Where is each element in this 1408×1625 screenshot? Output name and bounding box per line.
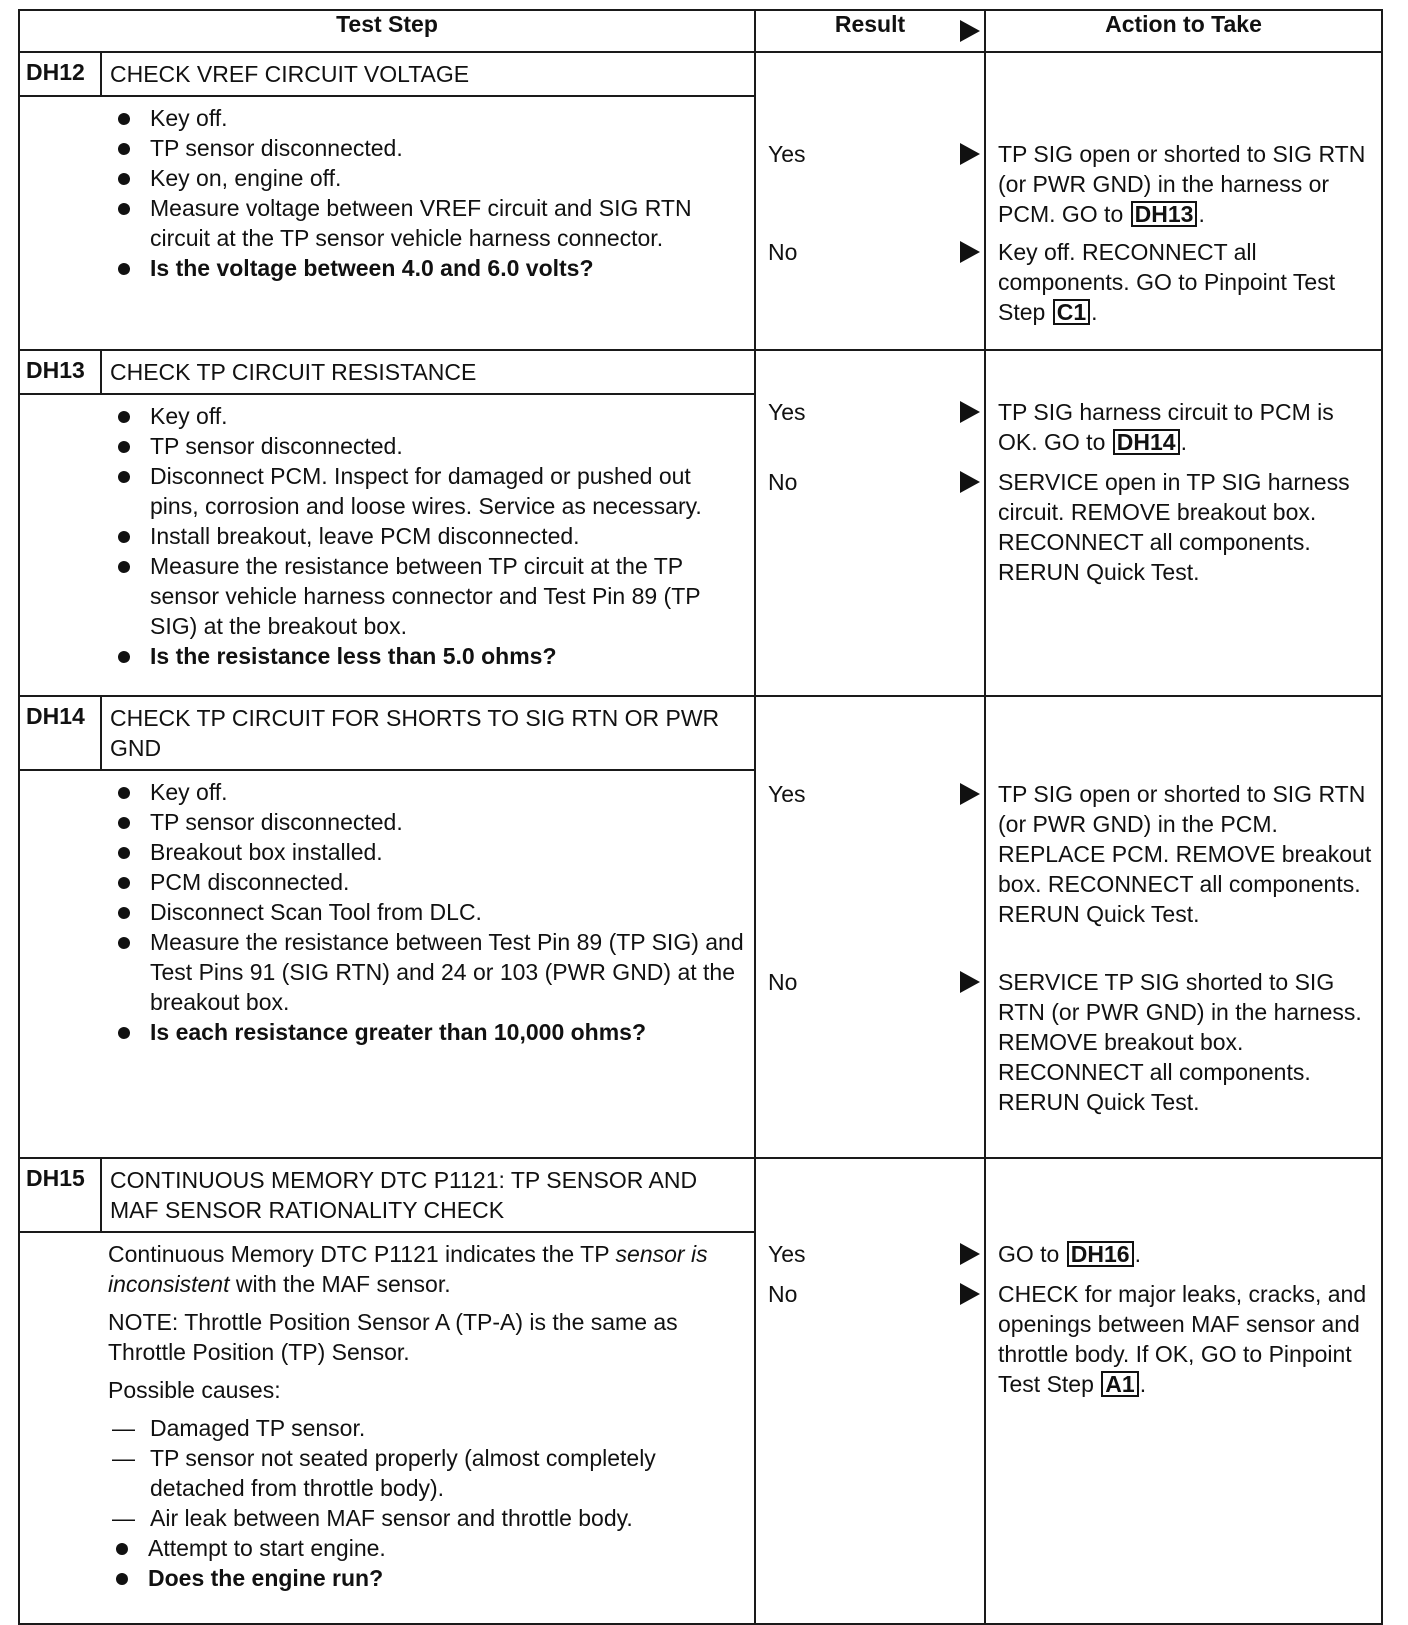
test-step-cell <box>19 350 755 696</box>
result-no <box>768 467 984 497</box>
result-no <box>768 237 984 267</box>
action-suffix: . <box>1139 1371 1147 1397</box>
action-no <box>998 237 1375 327</box>
action-text: SERVICE TP SIG shorted to SIG RTN (or PWR GND) in the harness. REMOVE breakout box. RECONNECT all components. RERUN Quick Test. <box>998 969 1362 1115</box>
step-row-dh13 <box>19 350 1382 696</box>
list-item: Measure the resistance between TP circuit at the TP sensor vehicle harness connector and Test Pin 89 (TP SIG) at the breakout box. <box>110 551 744 641</box>
question-item: Does the engine run? <box>108 1563 744 1593</box>
result-label: Yes <box>768 399 806 425</box>
step-header <box>20 53 754 97</box>
result-label: No <box>768 469 798 495</box>
question-item: Is the resistance less than 5.0 ohms? <box>110 641 744 671</box>
intro-text: Continuous Memory DTC P1121 indicates the TP <box>108 1241 610 1267</box>
list-item: Disconnect PCM. Inspect for damaged or pushed out pins, corrosion and loose wires. Service as necessary. <box>110 461 744 521</box>
step-row-dh15 <box>19 1158 1382 1624</box>
cause-item: — TP sensor not seated properly (almost completely detached from throttle body). <box>108 1443 744 1503</box>
result-label: Yes <box>768 141 806 167</box>
arrow-right-icon <box>960 971 980 993</box>
step-header <box>20 697 754 771</box>
list-item: TP sensor disconnected. <box>110 431 744 461</box>
note-paragraph: NOTE: Throttle Position Sensor A (TP-A) is the same as Throttle Position (TP) Sensor. <box>108 1309 678 1365</box>
list-item: Breakout box installed. <box>110 837 744 867</box>
result-cell <box>755 52 985 350</box>
arrow-right-icon <box>960 471 980 493</box>
action-suffix: . <box>1198 201 1205 227</box>
action-no <box>998 467 1375 587</box>
step-title: CHECK VREF CIRCUIT VOLTAGE <box>110 61 470 87</box>
result-cell <box>755 350 985 696</box>
arrow-right-icon <box>960 1243 980 1265</box>
step-id: DH12 <box>20 53 102 95</box>
cause-item: — Damaged TP sensor. <box>108 1413 744 1443</box>
action-suffix: . <box>1180 429 1187 455</box>
result-cell <box>755 1158 985 1624</box>
action-text: CHECK for major leaks, cracks, and openings between MAF sensor and throttle body. If OK, GO to Pinpoint Test Step <box>998 1281 1367 1397</box>
arrow-right-icon <box>960 1283 980 1305</box>
header-action: Action to Take <box>985 10 1382 52</box>
action-yes <box>998 1239 1375 1269</box>
intro-paragraph <box>108 1239 744 1299</box>
action-yes <box>998 397 1375 457</box>
step-id: DH15 <box>20 1159 102 1231</box>
arrow-right-icon <box>960 241 980 263</box>
step-body <box>20 771 754 1053</box>
step-body <box>20 395 754 677</box>
step-body <box>20 1233 754 1599</box>
test-step-cell <box>19 52 755 350</box>
result-label: No <box>768 1281 798 1307</box>
arrow-right-icon <box>960 20 980 42</box>
test-step-cell <box>19 696 755 1158</box>
arrow-right-icon <box>960 783 980 805</box>
step-row-dh14 <box>19 696 1382 1158</box>
intro-text: with the MAF sensor. <box>235 1271 451 1297</box>
result-no <box>768 1279 984 1309</box>
action-text: Key off. RECONNECT all components. GO to Pinpoint Test Step <box>998 239 1336 325</box>
action-cell <box>985 1158 1382 1624</box>
table-header-row <box>19 10 1382 52</box>
diagnostic-table <box>18 9 1383 1625</box>
step-body <box>20 97 754 289</box>
action-suffix: . <box>1091 299 1098 325</box>
step-reference: A1 <box>1101 1371 1138 1397</box>
action-cell <box>985 52 1382 350</box>
step-id: DH14 <box>20 697 102 769</box>
step-reference: DH13 <box>1131 201 1198 227</box>
question-item: Is each resistance greater than 10,000 ohms? <box>110 1017 744 1047</box>
action-text: SERVICE open in TP SIG harness circuit. REMOVE breakout box. RECONNECT all components. RERUN Quick Test. <box>998 469 1350 585</box>
list-item: TP sensor disconnected. <box>110 807 744 837</box>
result-label: No <box>768 239 798 265</box>
step-header <box>20 351 754 395</box>
action-text: TP SIG open or shorted to SIG RTN (or PWR GND) in the harness or PCM. GO to <box>998 141 1366 227</box>
action-no <box>998 967 1375 1117</box>
list-item: Attempt to start engine. <box>108 1533 744 1563</box>
action-yes <box>998 779 1375 929</box>
step-id: DH13 <box>20 351 102 393</box>
question-item: Is the voltage between 4.0 and 6.0 volts? <box>110 253 744 283</box>
result-label: No <box>768 969 798 995</box>
step-title: CONTINUOUS MEMORY DTC P1121: TP SENSOR AND MAF SENSOR RATIONALITY CHECK <box>110 1167 698 1223</box>
cause-item: — Air leak between MAF sensor and throttle body. <box>108 1503 744 1533</box>
header-result <box>755 10 985 52</box>
list-item: Key on, engine off. <box>110 163 744 193</box>
action-text: TP SIG open or shorted to SIG RTN (or PWR GND) in the PCM. REPLACE PCM. REMOVE breakout box. RECONNECT all components. RERUN Quick Test. <box>998 781 1372 927</box>
list-item: Disconnect Scan Tool from DLC. <box>110 897 744 927</box>
arrow-right-icon <box>960 401 980 423</box>
step-reference: DH16 <box>1067 1241 1134 1267</box>
intro-italic-text: sensor is inconsistent <box>108 1241 708 1297</box>
step-row-dh12 <box>19 52 1382 350</box>
result-yes <box>768 397 984 427</box>
list-item: Key off. <box>110 401 744 431</box>
action-text: GO to <box>998 1241 1060 1267</box>
test-step-cell <box>19 1158 755 1624</box>
list-item: Measure voltage between VREF circuit and SIG RTN circuit at the TP sensor vehicle harness connector. <box>110 193 744 253</box>
causes-label: Possible causes: <box>108 1377 281 1403</box>
action-cell <box>985 350 1382 696</box>
action-yes <box>998 139 1375 229</box>
header-test-step: Test Step <box>19 10 755 52</box>
action-suffix: . <box>1134 1241 1141 1267</box>
result-label: Yes <box>768 781 806 807</box>
step-header <box>20 1159 754 1233</box>
step-title: CHECK TP CIRCUIT RESISTANCE <box>110 359 477 385</box>
list-item: Key off. <box>110 777 744 807</box>
result-yes <box>768 1239 984 1269</box>
list-item: Install breakout, leave PCM disconnected. <box>110 521 744 551</box>
header-result-label: Result <box>834 11 906 37</box>
result-no <box>768 967 984 997</box>
list-item: Key off. <box>110 103 744 133</box>
list-item: Measure the resistance between Test Pin 89 (TP SIG) and Test Pins 91 (SIG RTN) and 24 or 103 (PWR GND) at the breakout box. <box>110 927 744 1017</box>
step-title: CHECK TP CIRCUIT FOR SHORTS TO SIG RTN OR PWR GND <box>110 705 720 761</box>
arrow-right-icon <box>960 143 980 165</box>
result-cell <box>755 696 985 1158</box>
action-text: TP SIG harness circuit to PCM is OK. GO to <box>998 399 1334 455</box>
step-reference: DH14 <box>1113 429 1180 455</box>
action-cell <box>985 696 1382 1158</box>
step-reference: C1 <box>1053 299 1090 325</box>
list-item: PCM disconnected. <box>110 867 744 897</box>
action-no <box>998 1279 1375 1399</box>
result-label: Yes <box>768 1241 806 1267</box>
list-item: TP sensor disconnected. <box>110 133 744 163</box>
result-yes <box>768 139 984 169</box>
result-yes <box>768 779 984 809</box>
